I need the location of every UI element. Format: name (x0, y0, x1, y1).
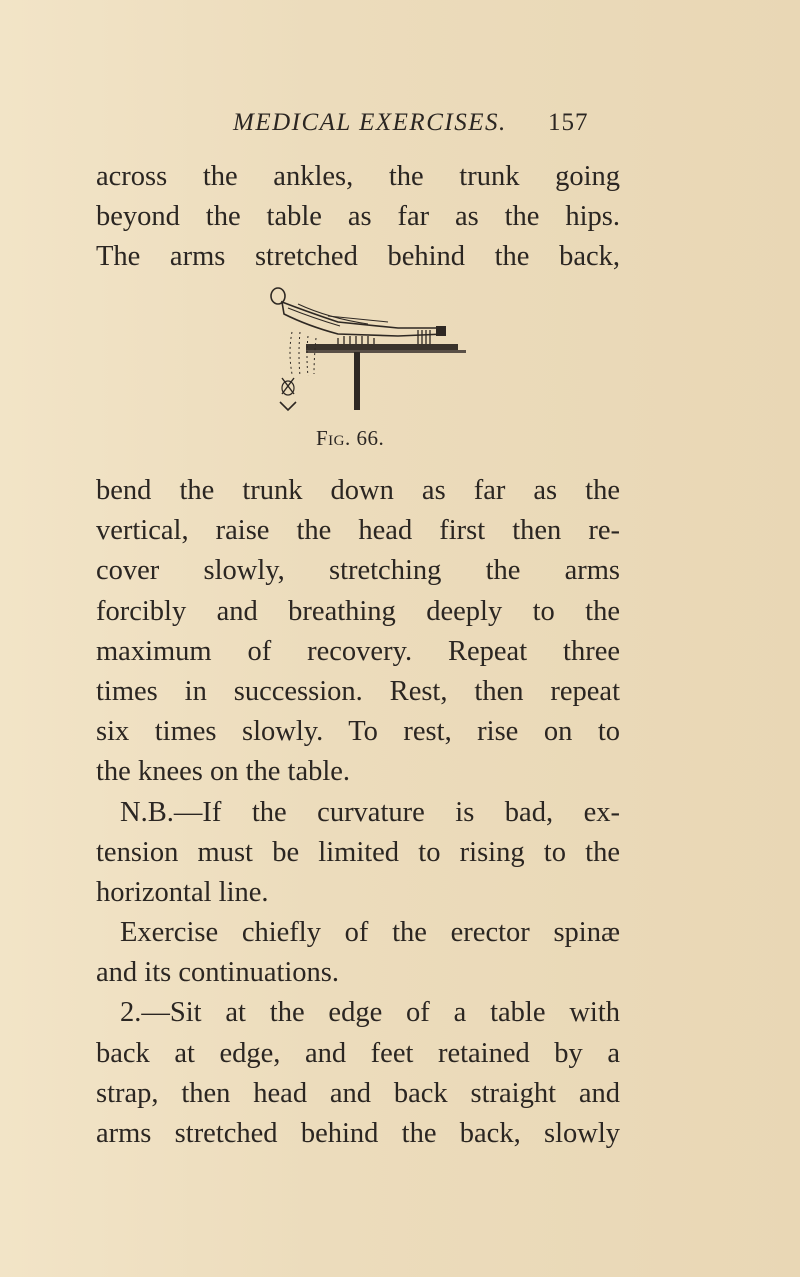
text-line: horizontal line. (96, 876, 269, 908)
exercise-illustration (268, 282, 508, 417)
text-line: cover slowly, stretching the arms (96, 555, 620, 587)
text-line: Exercise chiefly of the erector spinæ (120, 917, 620, 949)
text-line: vertical, raise the head first then re- (96, 515, 620, 547)
text-line: back at edge, and feet retained by a (96, 1037, 620, 1069)
body-text (96, 471, 620, 1154)
text-line: six times slowly. To rest, rise on to (96, 716, 620, 748)
figure-caption (316, 426, 384, 451)
page-number: 157 (548, 109, 589, 136)
text-line: and its continuations. (96, 957, 340, 989)
text-line: forcibly and breathing deeply to the (96, 595, 620, 627)
text-line: tension must be limited to rising to the (96, 836, 620, 868)
figure-caption-text: Fig. 66. (316, 426, 385, 450)
text-line: across the ankles, the trunk going (96, 161, 620, 192)
text-line: The arms stretched behind the back, (96, 241, 620, 273)
page-header (0, 109, 800, 149)
running-title: MEDICAL EXERCISES. (233, 109, 507, 136)
text-line: the knees on the table. (96, 756, 351, 788)
text-line: maximum of recovery. Repeat three (96, 635, 620, 667)
text-line: strap, then head and back straight and (96, 1077, 620, 1109)
text-line: arms stretched behind the back, slowly (96, 1118, 620, 1149)
paragraph-before-figure (96, 157, 620, 278)
text-line: 2.—Sit at the edge of a table with (120, 997, 620, 1029)
text-line: beyond the table as far as the hips. (96, 201, 620, 233)
text-line: times in succession. Rest, then repeat (96, 675, 620, 707)
text-line: bend the trunk down as far as the (96, 475, 620, 506)
text-line: N.B.—If the curvature is bad, ex- (120, 796, 620, 828)
